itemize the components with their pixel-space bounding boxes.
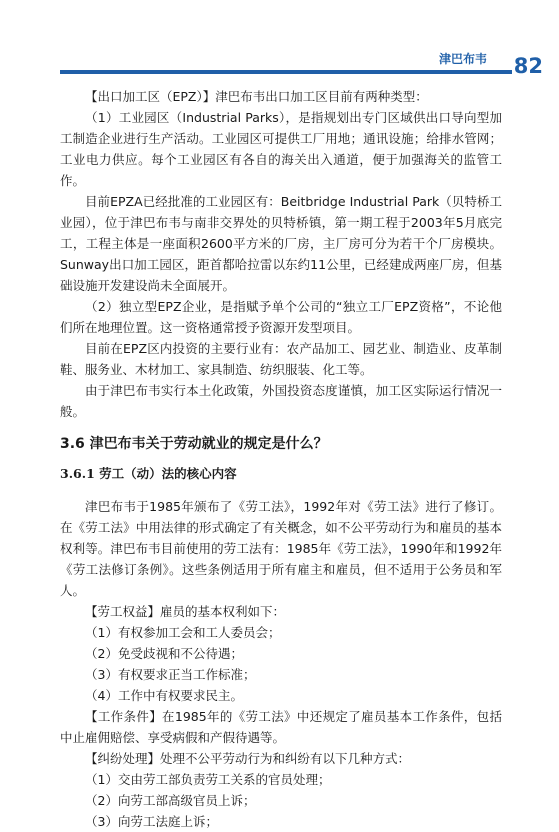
paragraph: 目前在EPZ区内投资的主要行业有：农产品加工、园艺业、制造业、皮革制鞋、服务业、木材加工、家具制造、纺织服装、化工等。 — [60, 341, 502, 377]
list-item: （1）有权参加工会和工人委员会； — [85, 625, 281, 640]
header-rule — [60, 70, 512, 74]
paragraph: 目前EPZA已经批准的工业园区有：Beitbridge Industrial Park（贝特桥工业园），位于津巴布韦与南非交界处的贝特桥镇，第一期工程于2003年5月底完工，工程主体是一座面积2600平方米的厂房，主厂房可分为若干个厂房模块。Sunway出口加工园区，距首都哈拉雷以东约11公里，已经建成两座厂房，但基础设施开发建设尚未全面展开。 — [60, 194, 502, 293]
paragraph: 【劳工权益】雇员的基本权利如下： — [85, 604, 286, 619]
paragraph: 由于津巴布韦实行本土化政策，外国投资态度谨慎，加工区实际运行情况一般。 — [60, 383, 502, 419]
paragraph: （2）独立型EPZ企业，是指赋予单个公司的“独立工厂EPZ资格”，不论他们所在地理位置。这一资格通常授予资源开发型项目。 — [60, 299, 502, 335]
list-item: （4）工作中有权要求民主。 — [85, 688, 243, 703]
list-item: （3）向劳工法庭上诉； — [85, 814, 218, 829]
subsection-heading: 3.6.1 劳工（动）法的核心内容 — [60, 466, 237, 481]
page-number: 82 — [513, 54, 543, 78]
list-item: （2）免受歧视和不公待遇； — [85, 646, 243, 661]
page-body — [60, 86, 502, 832]
list-item: （2）向劳工部高级官员上诉； — [85, 793, 256, 808]
paragraph: 津巴布韦于1985年颁布了《劳工法》，1992年对《劳工法》进行了修订。在《劳工法》中用法律的形式确定了有关概念，如不公平劳动行为和雇员的基本权利等。津巴布韦目前使用的劳工法有：1985年《劳工法》，1990年和1992年《劳工法修订条例》。这些条例适用于所有雇主和雇员，但不适用于公务员和军人。 — [60, 499, 502, 598]
paragraph: 【出口加工区（EPZ）】津巴布韦出口加工区目前有两种类型： — [85, 89, 428, 104]
list-item: （3）有权要求正当工作标准； — [85, 667, 256, 682]
paragraph: （1）工业园区（Industrial Parks），是指规划出专门区域供出口导向型加工制造企业进行生产活动。工业园区可提供工厂用地；通讯设施；给排水管网；工业电力供应。每个工业园区有各自的海关出入通道，便于加强海关的监管工作。 — [60, 110, 502, 188]
list-item: （1）交由劳工部负责劳工关系的官员处理； — [85, 772, 331, 787]
section-heading: 3.6 津巴布韦关于劳动就业的规定是什么？ — [60, 436, 328, 452]
paragraph: 【纠纷处理】处理不公平劳动行为和纠纷有以下几种方式： — [85, 751, 411, 766]
running-header-label: 津巴布韦 — [438, 52, 487, 66]
paragraph: 【工作条件】在1985年的《劳工法》中还规定了雇员基本工作条件，包括中止雇佣赔偿、享受病假和产假待遇等。 — [60, 709, 502, 745]
